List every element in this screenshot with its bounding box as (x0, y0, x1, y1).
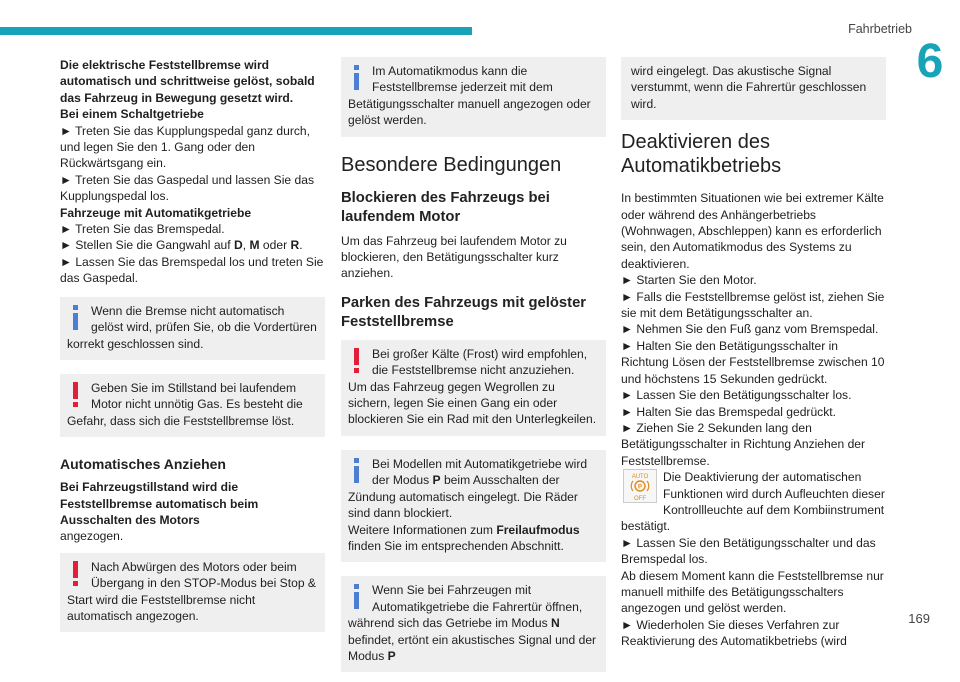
auto-step-1: ► Treten Sie das Bremspedal. (60, 222, 225, 237)
indicator-text: Die Deaktivierung der automatischen Funktionen wird durch Aufleuchten dieser Kontrollleuchte auf dem Kombiinstrument bestätigt. (621, 470, 885, 534)
warning-box-text: Geben Sie im Stillstand bei laufendem Motor nicht unnötig Gas. Es besteht die Gefahr, dass sich die Feststellbremse löst. (67, 380, 303, 428)
column-1 (60, 57, 325, 642)
off-label: OFF (634, 496, 646, 503)
deactivate-after: Ab diesem Moment kann die Feststellbremse nur manuell mithilfe des Betätigungsschalters angezogen und gelöst werden. (621, 568, 884, 616)
warning-icon (67, 380, 85, 408)
deactivate-step-4: ► Halten Sie den Betätigungsschalter in Richtung Lösen der Feststellbremse zwischen 10 und höchstens 15 Sekunden gedrückt. (621, 338, 885, 386)
deactivate-step-5: ► Lassen Sie den Betätigungsschalter los. (621, 388, 852, 403)
indicator-row (621, 469, 886, 535)
manual-step-1: ► Treten Sie das Kupplungspedal ganz durch, und legen Sie den 1. Gang oder den Rückwärtsgang ein. (60, 123, 310, 171)
deactivate-step-2: ► Falls die Feststellbremse gelöst ist, ziehen Sie sie mit dem Betätigungsschalter an. (621, 289, 885, 321)
warning-box-2-text: Nach Abwürgen des Motors oder beim Übergang in den STOP-Modus bei Stop & Start wird die Feststellbremse nicht automatisch angezogen. (67, 559, 316, 623)
continued-box (621, 57, 886, 120)
info-box (341, 57, 606, 137)
deactivate-step-8: ► Lassen Sie den Betätigungsschalter und das Bremspedal los. (621, 535, 876, 567)
column-2 (341, 57, 606, 682)
info-icon (67, 303, 85, 331)
auto-apply-bold: Bei Fahrzeugstillstand wird die Feststellbremse automatisch beim Ausschalten des Motors (60, 480, 259, 527)
continued-box-text: wird eingelegt. Das akustische Signal verstummt, wenn die Fahrertür geschlossen wird. (631, 64, 867, 111)
warning-box (341, 340, 606, 436)
warning-box (60, 374, 325, 437)
deactivate-step-9: ► Wiederholen Sie dieses Verfahren zur Reaktivierung des Automatikbetriebs (wird (621, 617, 847, 649)
info-box-2 (341, 450, 606, 562)
deactivate-step-1: ► Starten Sie den Motor. (621, 273, 757, 288)
info-icon (348, 582, 366, 610)
warning-icon (348, 346, 366, 374)
info-box-text: Im Automatikmodus kann die Feststellbremse jederzeit mit dem Betätigungsschalter manuell angezogen oder gelöst werden. (348, 64, 591, 128)
info-box-2-more: Weitere Informationen zum Freilaufmodus finden Sie im entsprechenden Abschnitt. (348, 522, 580, 553)
info-box-text: Wenn die Bremse nicht automatisch gelöst wird, prüfen Sie, ob die Vordertüren korrekt geschlossen sind. (67, 303, 317, 351)
column-3 (621, 57, 886, 650)
info-box-3 (341, 576, 606, 672)
block-text: Um das Fahrzeug bei laufendem Motor zu blockieren, den Betätigungsschalter kurz anziehen. (341, 233, 567, 281)
deactivate-step-3: ► Nehmen Sie den Fuß ganz vom Bremspedal. (621, 322, 879, 337)
heading-block-vehicle: Blockieren des Fahrzeugs bei laufendem Motor (341, 189, 550, 225)
auto-off-warning-light-icon (623, 469, 657, 503)
info-icon (348, 63, 366, 91)
auto-step-3: ► Lassen Sie das Bremspedal los und treten Sie das Gaspedal. (60, 254, 324, 286)
header-title: Fahrbetrieb (848, 22, 912, 36)
header-accent-bar (0, 27, 472, 35)
heading-park-vehicle: Parken des Fahrzeugs mit gelöster Feststellbremse (341, 294, 587, 330)
warning-box-text: Bei großer Kälte (Frost) wird empfohlen, die Feststellbremse nicht anzuziehen. (372, 346, 588, 378)
info-box-2-text: Bei Modellen mit Automatikgetriebe wird der Modus P beim Ausschalten der Zündung automatisch eingelegt. Die Räder sind dann blockiert. (348, 456, 588, 521)
auto-heading: Fahrzeuge mit Automatikgetriebe (60, 205, 252, 220)
info-box-3-text: Wenn Sie bei Fahrzeugen mit Automatikgetriebe die Fahrertür öffnen, während sich das Getriebe im Modus N befindet, ertönt ein akustisches Signal und der Modus P (348, 583, 597, 663)
deactivate-intro: In bestimmten Situationen wie bei extremer Kälte oder während des Anhängerbetriebs (Wohnwagen, Abschleppen) kann es erforderlich sein, den Automatikmodus des Systems zu deaktivieren. (621, 191, 884, 271)
auto-step-2: ► Stellen Sie die Gangwahl auf D, M oder R. (60, 238, 303, 253)
deactivate-step-7: ► Ziehen Sie 2 Sekunden lang den Betätigungsschalter in Richtung Anziehen der Feststellbremse. (621, 420, 866, 468)
info-icon (348, 456, 366, 484)
warning-icon (67, 559, 85, 587)
warning-box-text-cont: Um das Fahrzeug gegen Wegrollen zu sichern, legen Sie einen Gang ein oder blockieren Sie ein Rad mit den Unterlegkeilen. (348, 379, 597, 427)
heading-special-conditions: Besondere Bedingungen (341, 153, 562, 176)
auto-label: AUTO (631, 474, 649, 481)
heading-deactivate: Deaktivieren des Automatikbetriebs (621, 131, 782, 178)
info-box (60, 297, 325, 360)
page-number: 169 (908, 611, 930, 626)
chapter-number: 6 (916, 35, 944, 88)
auto-apply-text: angezogen. (60, 529, 124, 544)
manual-heading: Bei einem Schaltgetriebe (60, 107, 204, 122)
intro-bold: Die elektrische Feststellbremse wird automatisch und schrittweise gelöst, sobald das Fahrzeug in Bewegung gesetzt wird. (60, 58, 315, 105)
svg-text:P: P (637, 484, 643, 491)
warning-box-2 (60, 553, 325, 633)
section-heading-auto-apply: Automatisches Anziehen (60, 456, 226, 473)
deactivate-step-6: ► Halten Sie das Bremspedal gedrückt. (621, 404, 836, 419)
manual-step-2: ► Treten Sie das Gaspedal und lassen Sie das Kupplungspedal los. (60, 172, 314, 204)
